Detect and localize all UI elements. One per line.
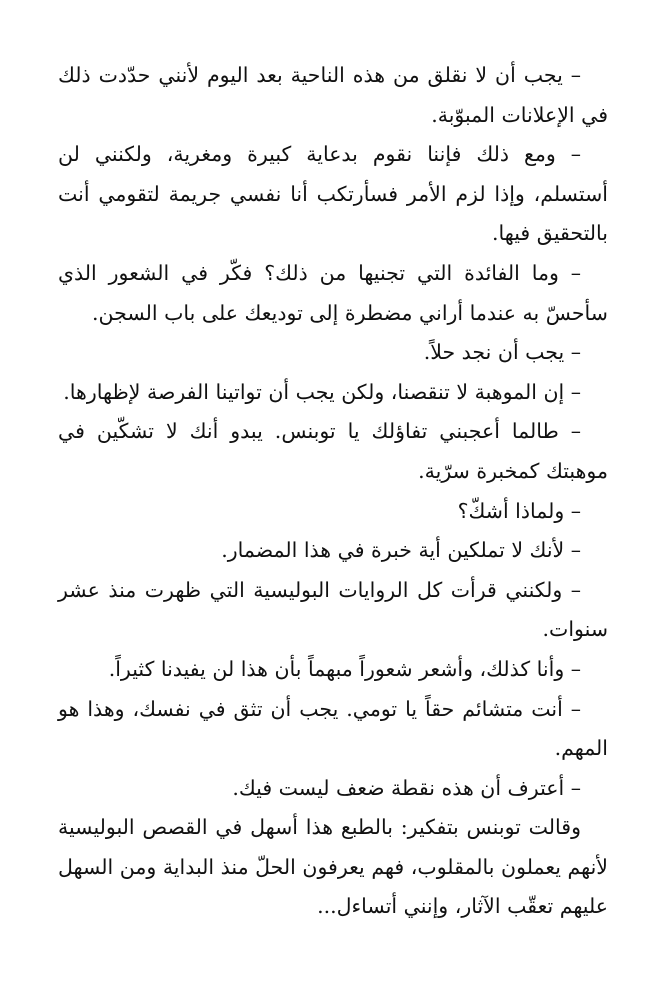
book-page	[58, 56, 608, 927]
paragraph: – يجب أن نجد حلاً.	[423, 340, 581, 365]
paragraph: – أنت متشائم حقاً يا تومي. يجب أن تثق في نفسك، وهذا هو المهم.	[58, 696, 608, 761]
paragraph: – طالما أعجبني تفاؤلك يا توبنس. يبدو أنك لا تشكّين في موهبتك كمخبرة سرّية.	[58, 419, 608, 483]
paragraph: – لأنك لا تملكين أية خبرة في هذا المضمار.	[221, 538, 581, 563]
paragraph: – ومع ذلك فإننا نقوم بدعاية كبيرة ومغرية، ولكنني لن أستسلم، وإذا لزم الأمر فسأرتكب أنا نفسي جريمة لتقومي أنت بالتحقيق فيها.	[58, 142, 608, 246]
paragraph: وقالت توبنس بتفكير: بالطبع هذا أسهل في القصص البوليسية لأنهم يعملون بالمقلوب، فهم يعرفون الحلّ منذ البداية ومن السهل عليهم تعقّب الآثار، وإنني أتساءل...	[58, 815, 608, 919]
paragraph: – يجب أن لا نقلق من هذه الناحية بعد اليوم لأنني حدّدت ذلك في الإعلانات المبوّبة.	[58, 63, 608, 127]
paragraph: – وأنا كذلك، وأشعر شعوراً مبهماً بأن هذا لن يفيدنا كثيراً.	[108, 656, 581, 681]
paragraph: – ولكنني قرأت كل الروايات البوليسية التي ظهرت منذ عشر سنوات.	[58, 577, 608, 642]
paragraph: – إن الموهبة لا تنقصنا، ولكن يجب أن تواتينا الفرصة لإظهارها.	[63, 379, 581, 404]
paragraph: – وما الفائدة التي تجنيها من ذلك؟ فكّر في الشعور الذي سأحسّ به عندما أراني مضطرة إلى توديعك على باب السجن.	[58, 260, 608, 325]
paragraph: – أعترف أن هذه نقطة ضعف ليست فيك.	[232, 775, 581, 800]
paragraph: – ولماذا أشكّ؟	[457, 498, 581, 523]
